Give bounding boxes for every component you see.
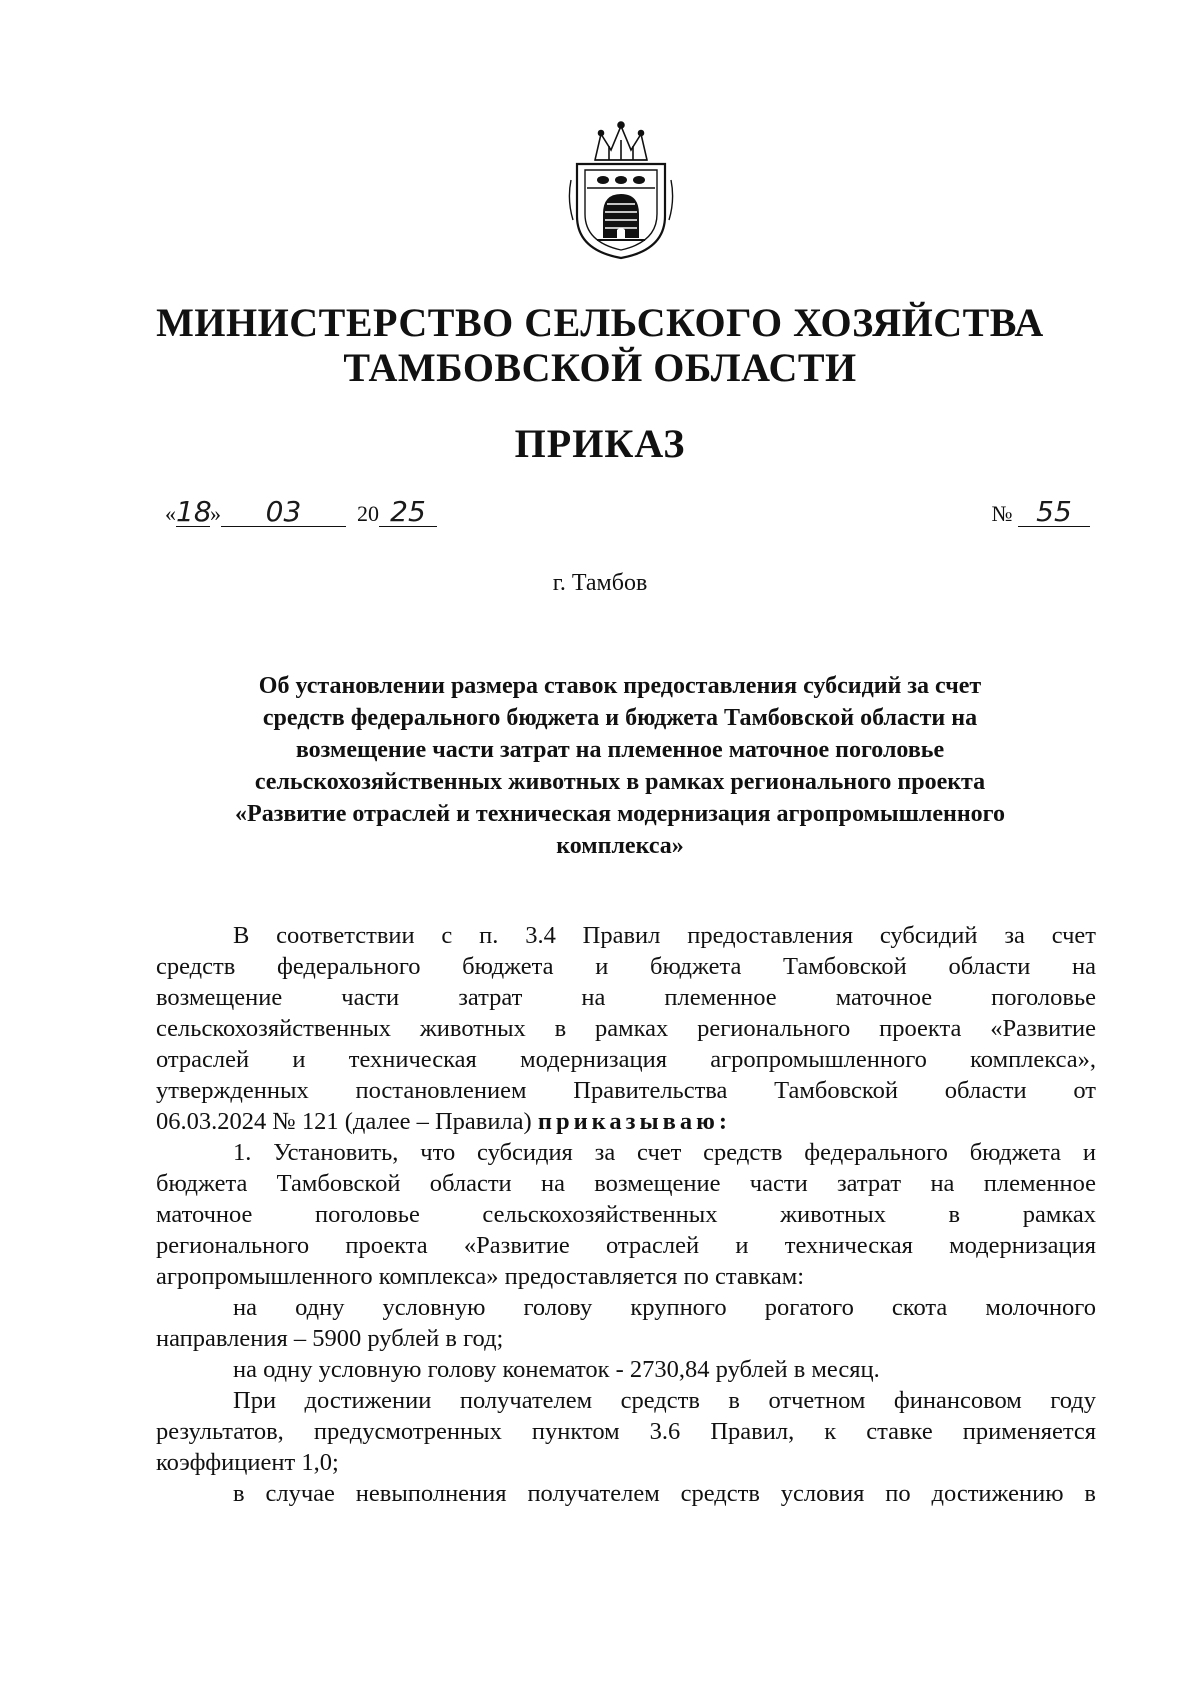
title-line: возмещение части затрат на племенное маточное поголовье (295, 737, 945, 763)
body-line: В соответствии с п. 3.4 Правил предоставления субсидий за счет (233, 922, 1096, 949)
body-line: регионального проекта «Развитие отраслей и техническая модернизация (156, 1232, 1096, 1259)
body-line: возмещение части затрат на племенное маточное поголовье (156, 984, 1096, 1011)
body-line: утвержденных постановлением Правительства Тамбовской области от (156, 1077, 1096, 1104)
body-line: агропромышленного комплекса» предоставляется по ставкам: (156, 1263, 805, 1290)
body-line: в случае невыполнения получателем средств условия по достижению в (233, 1480, 1096, 1507)
body-line-text: 06.03.2024 № 121 (далее – Правила) (156, 1108, 538, 1135)
document-title (150, 670, 1090, 862)
body-line: отраслей и техническая модернизация агропромышленного комплекса», (156, 1046, 1096, 1073)
number-value: 55 (1018, 498, 1090, 527)
ministry-name-line-1: МИНИСТЕРСТВО СЕЛЬСКОГО ХОЗЯЙСТВА (156, 300, 1044, 345)
body-line: направления – 5900 рублей в год; (156, 1325, 504, 1352)
body-line: на одну условную голову крупного рогатого скота молочного (233, 1294, 1096, 1321)
tambov-coat-of-arms-emblem (565, 120, 677, 262)
date-day: 18 (176, 495, 212, 528)
title-line: «Развитие отраслей и техническая модернизация агропромышленного (235, 801, 1005, 827)
date-year-suffix: 25 (379, 498, 437, 527)
title-line: сельскохозяйственных животных в рамках регионального проекта (254, 769, 986, 795)
date-close-quote: » (210, 501, 221, 526)
date-year-prefix: 20 (357, 501, 379, 526)
date-open-quote: « (165, 501, 176, 526)
title-line: комплекса» (556, 833, 684, 859)
body-line (156, 1106, 1096, 1137)
body-line: результатов, предусмотренных пунктом 3.6 Правил, к ставке применяется (156, 1418, 1096, 1445)
body-line: на одну условную голову конематок - 2730,84 рублей в месяц. (233, 1356, 880, 1383)
body-line: сельскохозяйственных животных в рамках регионального проекта «Развитие (156, 1015, 1096, 1042)
city-name: г. Тамбов (552, 570, 648, 596)
document-body (156, 920, 1096, 1509)
body-line: коэффициент 1,0; (156, 1449, 339, 1476)
body-line: маточное поголовье сельскохозяйственных животных в рамках (156, 1201, 1096, 1228)
title-line: средств федерального бюджета и бюджета Тамбовской области на (262, 705, 978, 731)
body-line: бюджета Тамбовской области на возмещение части затрат на племенное (156, 1170, 1096, 1197)
date-number-row (165, 490, 1090, 534)
title-line: Об установлении размера ставок предоставления субсидий за счет (258, 673, 982, 699)
body-line: При достижении получателем средств в отчетном финансовом году (233, 1387, 1096, 1414)
order-keyword: приказываю: (537, 1108, 732, 1135)
date-month: 03 (221, 498, 346, 527)
document-number (991, 495, 1091, 528)
body-line: средств федерального бюджета и бюджета Тамбовской области на (156, 953, 1096, 980)
ministry-name-line-2: ТАМБОВСКОЙ ОБЛАСТИ (343, 345, 857, 390)
body-line: 1. Установить, что субсидия за счет средств федерального бюджета и (233, 1139, 1096, 1166)
document-type-heading: ПРИКАЗ (514, 421, 686, 466)
document-date (165, 495, 437, 528)
number-label: № (991, 501, 1013, 526)
